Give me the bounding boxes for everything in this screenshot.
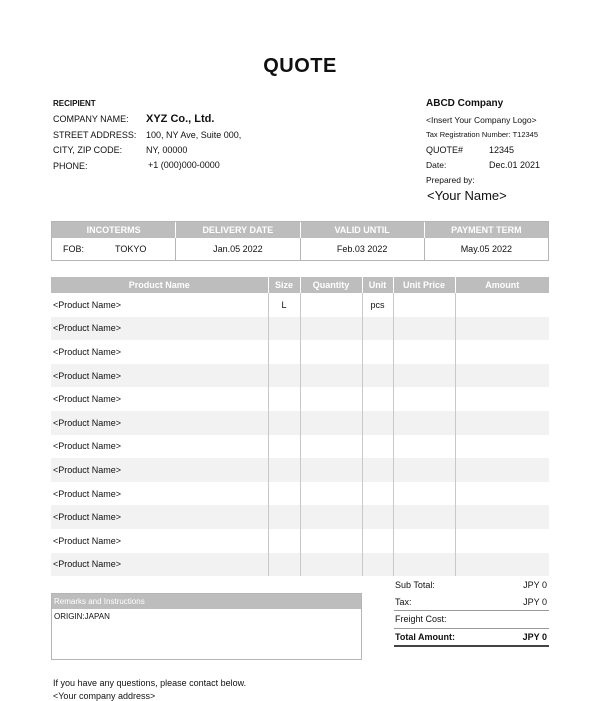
product-name-cell: <Product Name> — [51, 293, 268, 317]
company-address-placeholder: <Your company address> — [53, 691, 156, 701]
unit-cell: pcs — [362, 293, 393, 317]
amount-cell — [455, 387, 549, 411]
quantity-cell — [300, 529, 362, 553]
product-name-cell: <Product Name> — [51, 458, 268, 482]
subtotal-row — [394, 577, 549, 594]
size-cell — [268, 340, 300, 364]
size-cell — [268, 482, 300, 506]
unit-price-cell — [393, 317, 455, 341]
unit-cell — [362, 529, 393, 553]
incoterm-prefix: FOB: — [63, 244, 85, 254]
product-name-cell: <Product Name> — [51, 340, 268, 364]
product-row — [51, 458, 549, 482]
terms-value-row — [52, 238, 548, 260]
tax-row — [394, 594, 549, 612]
incoterm-value: TOKYO — [115, 244, 147, 254]
quantity-cell — [300, 411, 362, 435]
unit-cell — [362, 435, 393, 459]
header-amount: Amount — [455, 277, 549, 293]
size-cell — [268, 411, 300, 435]
document-title: QUOTE — [263, 55, 337, 77]
product-row — [51, 340, 549, 364]
product-name-cell: <Product Name> — [51, 553, 268, 577]
terms-header-valid-until: VALID UNTIL — [301, 222, 425, 238]
product-row — [51, 387, 549, 411]
valid-until-value: Feb.03 2022 — [301, 238, 425, 260]
product-name-cell: <Product Name> — [51, 411, 268, 435]
unit-cell — [362, 317, 393, 341]
size-cell: L — [268, 293, 300, 317]
quantity-cell — [300, 387, 362, 411]
product-name-cell: <Product Name> — [51, 317, 268, 341]
quantity-cell — [300, 505, 362, 529]
company-logo-placeholder: <Insert Your Company Logo> — [426, 115, 537, 125]
unit-cell — [362, 505, 393, 529]
unit-price-cell — [393, 529, 455, 553]
quantity-cell — [300, 482, 362, 506]
unit-price-cell — [393, 505, 455, 529]
size-cell — [268, 529, 300, 553]
header-unit: Unit — [362, 277, 393, 293]
remarks-header: Remarks and Instructions — [52, 594, 361, 609]
header-unit-price: Unit Price — [393, 277, 455, 293]
product-row — [51, 529, 549, 553]
freight-label: Freight Cost: — [395, 614, 447, 624]
prepared-by-label: Prepared by: — [426, 175, 475, 185]
unit-cell — [362, 553, 393, 577]
amount-cell — [455, 317, 549, 341]
totals-block — [394, 577, 549, 647]
unit-price-cell — [393, 553, 455, 577]
amount-cell — [455, 364, 549, 388]
quantity-cell — [300, 435, 362, 459]
terms-header-delivery-date: DELIVERY DATE — [176, 222, 300, 238]
product-name-cell: <Product Name> — [51, 435, 268, 459]
unit-price-cell — [393, 458, 455, 482]
quote-number-value: 12345 — [489, 145, 515, 155]
unit-cell — [362, 340, 393, 364]
unit-price-cell — [393, 340, 455, 364]
product-row — [51, 364, 549, 388]
date-label: Date: — [426, 160, 447, 170]
subtotal-label: Sub Total: — [395, 580, 435, 590]
quantity-cell — [300, 293, 362, 317]
unit-price-cell — [393, 482, 455, 506]
sender-company-name: ABCD Company — [426, 98, 504, 109]
unit-price-cell — [393, 435, 455, 459]
total-amount-row — [394, 629, 549, 648]
size-cell — [268, 435, 300, 459]
terms-header-payment-term: PAYMENT TERM — [451, 225, 522, 235]
prepared-by-name: <Your Name> — [427, 188, 507, 203]
product-name-cell: <Product Name> — [51, 529, 268, 553]
unit-cell — [362, 482, 393, 506]
size-cell — [268, 317, 300, 341]
products-table — [51, 277, 549, 576]
unit-price-cell — [393, 387, 455, 411]
terms-table — [51, 221, 549, 261]
unit-cell — [362, 387, 393, 411]
header-size: Size — [268, 277, 300, 293]
unit-cell — [362, 411, 393, 435]
quantity-cell — [300, 317, 362, 341]
company-name-label: COMPANY NAME: — [53, 114, 129, 124]
product-name-cell: <Product Name> — [51, 387, 268, 411]
quantity-cell — [300, 553, 362, 577]
unit-price-cell — [393, 411, 455, 435]
products-header-row — [51, 277, 549, 293]
date-value: Dec.01 2021 — [489, 160, 541, 170]
unit-cell — [362, 364, 393, 388]
tax-value: JPY 0 — [523, 596, 547, 607]
product-row — [51, 293, 549, 317]
product-name-cell: <Product Name> — [51, 364, 268, 388]
phone-value: +1 (000)000-0000 — [148, 160, 220, 170]
phone-label: PHONE: — [53, 161, 88, 171]
freight-row — [394, 611, 549, 629]
amount-cell — [455, 435, 549, 459]
unit-price-cell — [393, 293, 455, 317]
recipient-heading: RECIPIENT — [53, 99, 96, 108]
quantity-cell — [300, 458, 362, 482]
products-body — [51, 293, 549, 576]
unit-price-cell — [393, 364, 455, 388]
contact-line: If you have any questions, please contact below. — [53, 678, 247, 688]
total-amount-value: JPY 0 — [522, 631, 547, 642]
remarks-text: ORIGIN:JAPAN — [54, 612, 110, 621]
product-row — [51, 505, 549, 529]
size-cell — [268, 364, 300, 388]
total-amount-label: Total Amount: — [395, 631, 455, 642]
delivery-date-value: Jan.05 2022 — [176, 238, 300, 260]
quote-number-label: QUOTE# — [426, 145, 464, 155]
company-name-value: XYZ Co., Ltd. — [146, 113, 215, 125]
product-row — [51, 411, 549, 435]
street-address-label: STREET ADDRESS: — [53, 130, 137, 140]
header-product-name: Product Name — [51, 277, 268, 293]
amount-cell — [455, 411, 549, 435]
product-name-cell: <Product Name> — [51, 482, 268, 506]
amount-cell — [455, 505, 549, 529]
tax-label: Tax: — [395, 596, 412, 607]
amount-cell — [455, 553, 549, 577]
product-row — [51, 317, 549, 341]
size-cell — [268, 505, 300, 529]
city-zip-value: NY, 00000 — [146, 145, 188, 155]
header-quantity: Quantity — [300, 277, 362, 293]
street-address-value: 100, NY Ave, Suite 000, — [146, 130, 242, 140]
size-cell — [268, 387, 300, 411]
unit-cell — [362, 458, 393, 482]
amount-cell — [455, 529, 549, 553]
product-row — [51, 482, 549, 506]
remarks-box — [51, 593, 362, 660]
incoterms-cell — [52, 238, 176, 260]
product-row — [51, 553, 549, 577]
amount-cell — [455, 458, 549, 482]
amount-cell — [455, 293, 549, 317]
quantity-cell — [300, 364, 362, 388]
amount-cell — [455, 482, 549, 506]
subtotal-value: JPY 0 — [523, 580, 547, 590]
terms-header-row — [52, 222, 548, 238]
amount-cell — [455, 340, 549, 364]
payment-term-value: May.05 2022 — [460, 244, 513, 254]
product-row — [51, 435, 549, 459]
city-zip-label: CITY, ZIP CODE: — [53, 145, 123, 155]
size-cell — [268, 553, 300, 577]
size-cell — [268, 458, 300, 482]
product-name-cell: <Product Name> — [51, 505, 268, 529]
terms-header-incoterms: INCOTERMS — [52, 222, 176, 238]
quantity-cell — [300, 340, 362, 364]
tax-registration-number: Tax Registration Number: T12345 — [426, 130, 539, 139]
